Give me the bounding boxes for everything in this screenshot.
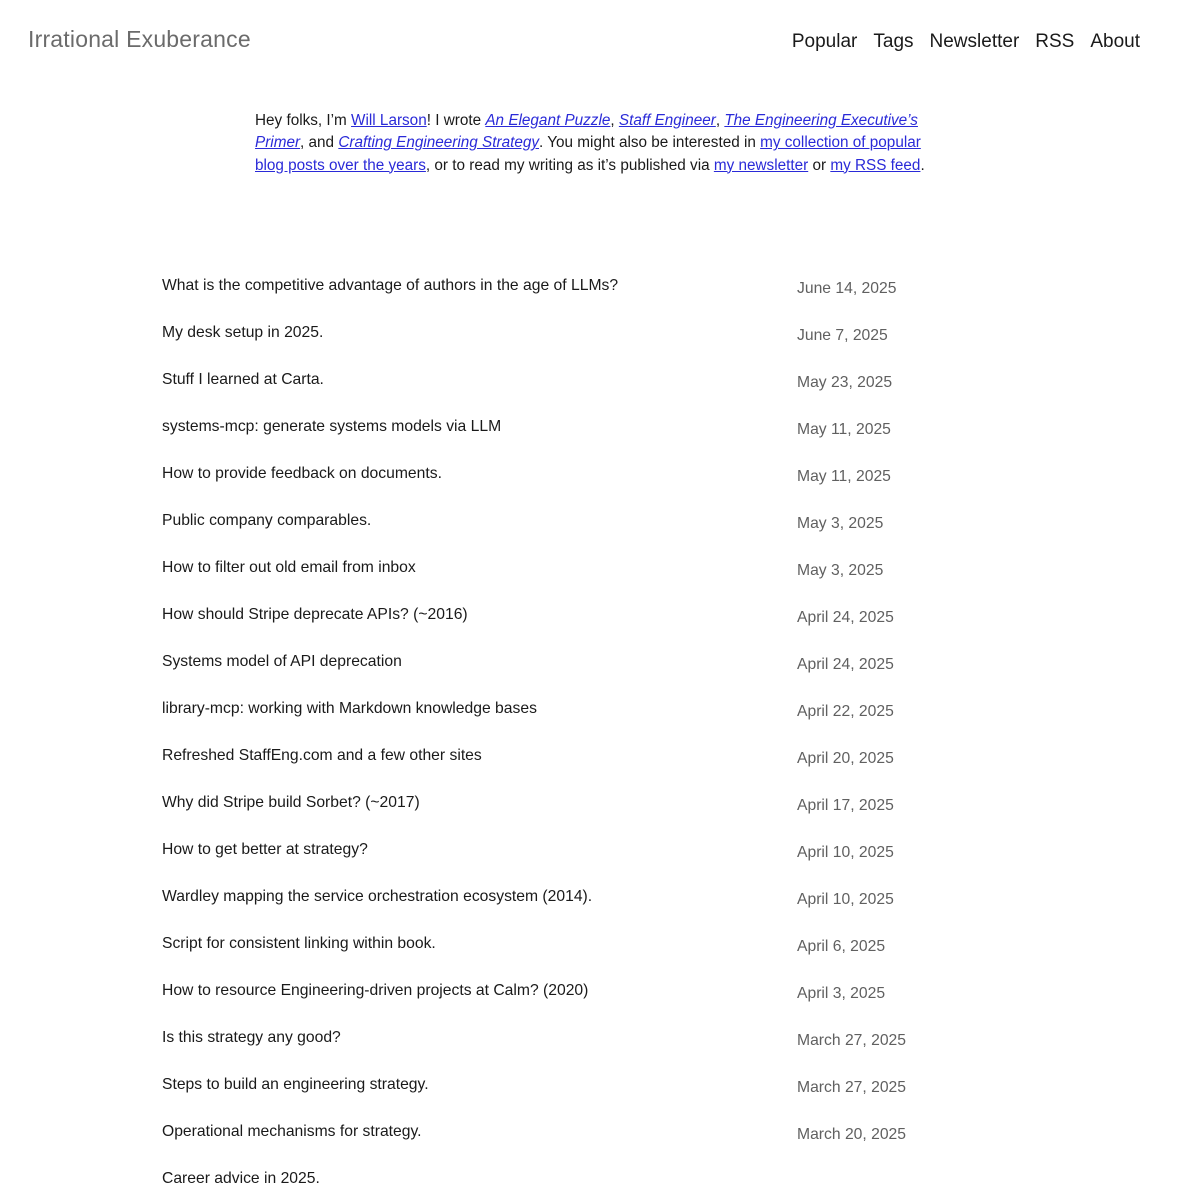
post-date: April 10, 2025 — [797, 890, 894, 908]
post-row — [162, 605, 1038, 624]
intro-link[interactable]: Staff Engineer — [618, 112, 716, 129]
post-row — [162, 887, 1038, 906]
post-date: June 14, 2025 — [797, 279, 897, 297]
post-row — [162, 793, 1038, 812]
post-row — [162, 558, 1038, 577]
post-date: April 20, 2025 — [797, 749, 894, 767]
post-date: May 3, 2025 — [797, 561, 884, 579]
intro-link[interactable]: my collection of popular blog posts over the years — [255, 134, 921, 174]
post-title-link[interactable]: How to provide feedback on documents. — [162, 464, 442, 482]
post-row — [162, 323, 1038, 342]
post-list — [162, 276, 1038, 1188]
post-date: March 27, 2025 — [797, 1031, 907, 1049]
post-title-link[interactable]: How to get better at strategy? — [162, 840, 368, 858]
post-title-link[interactable]: How to filter out old email from inbox — [162, 558, 416, 576]
post-title-link[interactable]: Operational mechanisms for strategy. — [162, 1122, 422, 1140]
intro-link[interactable]: my newsletter — [713, 156, 809, 174]
post-date: April 17, 2025 — [797, 796, 894, 814]
post-title-link[interactable]: Steps to build an engineering strategy. — [162, 1075, 429, 1093]
intro-text: . — [920, 156, 925, 174]
intro-text: or — [808, 156, 831, 174]
post-row — [162, 652, 1038, 671]
intro-text: Hey folks, I’m — [255, 112, 352, 129]
main-nav — [792, 31, 1140, 53]
post-row — [162, 1169, 1038, 1188]
post-row — [162, 840, 1038, 859]
post-date: May 3, 2025 — [797, 514, 884, 532]
post-title-link[interactable]: My desk setup in 2025. — [162, 323, 324, 341]
post-row — [162, 1122, 1038, 1141]
intro-text: , and — [300, 134, 339, 152]
post-row — [162, 746, 1038, 765]
post-row — [162, 699, 1038, 718]
intro-link[interactable]: An Elegant Puzzle — [485, 112, 611, 129]
post-date: March 20, 2025 — [797, 1125, 907, 1143]
post-title-link[interactable]: Is this strategy any good? — [162, 1028, 341, 1046]
nav-item-newsletter[interactable]: Newsletter — [929, 31, 1020, 52]
post-row — [162, 464, 1038, 483]
nav-item-about[interactable]: About — [1090, 31, 1140, 52]
post-date: April 10, 2025 — [797, 843, 894, 861]
post-title-link[interactable]: Script for consistent linking within book. — [162, 934, 436, 952]
post-date: May 11, 2025 — [797, 467, 891, 485]
post-date: April 22, 2025 — [797, 702, 894, 720]
post-title-link[interactable]: Public company comparables. — [162, 511, 372, 529]
post-title-link[interactable]: systems-mcp: generate systems models via LLM — [162, 417, 502, 435]
intro-text: , — [610, 112, 619, 129]
post-row — [162, 934, 1038, 953]
post-date: April 3, 2025 — [797, 984, 886, 1002]
post-date: May 23, 2025 — [797, 373, 893, 391]
post-title-link[interactable]: Career advice in 2025. — [162, 1169, 320, 1187]
post-date: March 27, 2025 — [797, 1078, 907, 1096]
post-row — [162, 1028, 1038, 1047]
post-title-link[interactable]: Why did Stripe build Sorbet? (~2017) — [162, 793, 420, 811]
site-title-link[interactable]: Irrational Exuberance — [28, 26, 251, 52]
post-date: April 24, 2025 — [797, 655, 894, 673]
intro-text: , — [715, 112, 725, 129]
intro-link[interactable]: Will Larson — [351, 112, 427, 129]
intro-paragraph — [255, 110, 945, 177]
nav-item-rss[interactable]: RSS — [1035, 31, 1075, 52]
post-date: June 7, 2025 — [797, 326, 888, 344]
post-title-link[interactable]: library-mcp: working with Markdown knowledge bases — [162, 699, 537, 717]
post-title-link[interactable]: How should Stripe deprecate APIs? (~2016) — [162, 605, 468, 623]
post-title-link[interactable]: Refreshed StaffEng.com and a few other sites — [162, 746, 482, 764]
post-row — [162, 511, 1038, 530]
post-date: May 11, 2025 — [797, 420, 891, 438]
post-title-link[interactable]: What is the competitive advantage of authors in the age of LLMs? — [162, 276, 619, 294]
post-date: April 24, 2025 — [797, 608, 894, 626]
intro-link[interactable]: The Engineering Executive’s Primer — [255, 112, 918, 152]
post-title-link[interactable]: Systems model of API deprecation — [162, 652, 402, 670]
nav-item-tags[interactable]: Tags — [873, 31, 914, 52]
nav-item-popular[interactable]: Popular — [791, 31, 858, 52]
post-row — [162, 981, 1038, 1000]
post-row — [162, 417, 1038, 436]
intro-text: , or to read my writing as it’s published via — [425, 156, 714, 174]
post-row — [162, 370, 1038, 389]
intro-text: . You might also be interested in — [539, 134, 761, 152]
intro-text: ! I wrote — [426, 112, 486, 129]
post-title-link[interactable]: Wardley mapping the service orchestration ecosystem (2014). — [162, 887, 593, 905]
post-title-link[interactable]: How to resource Engineering-driven projects at Calm? (2020) — [162, 981, 589, 999]
intro-link[interactable]: Crafting Engineering Strategy — [338, 134, 540, 152]
post-title-link[interactable]: Stuff I learned at Carta. — [162, 370, 324, 388]
post-row — [162, 1075, 1038, 1094]
post-date: April 6, 2025 — [797, 937, 886, 955]
post-row — [162, 276, 1038, 295]
site-header — [0, 0, 1200, 53]
intro-link[interactable]: my RSS feed — [830, 156, 921, 174]
